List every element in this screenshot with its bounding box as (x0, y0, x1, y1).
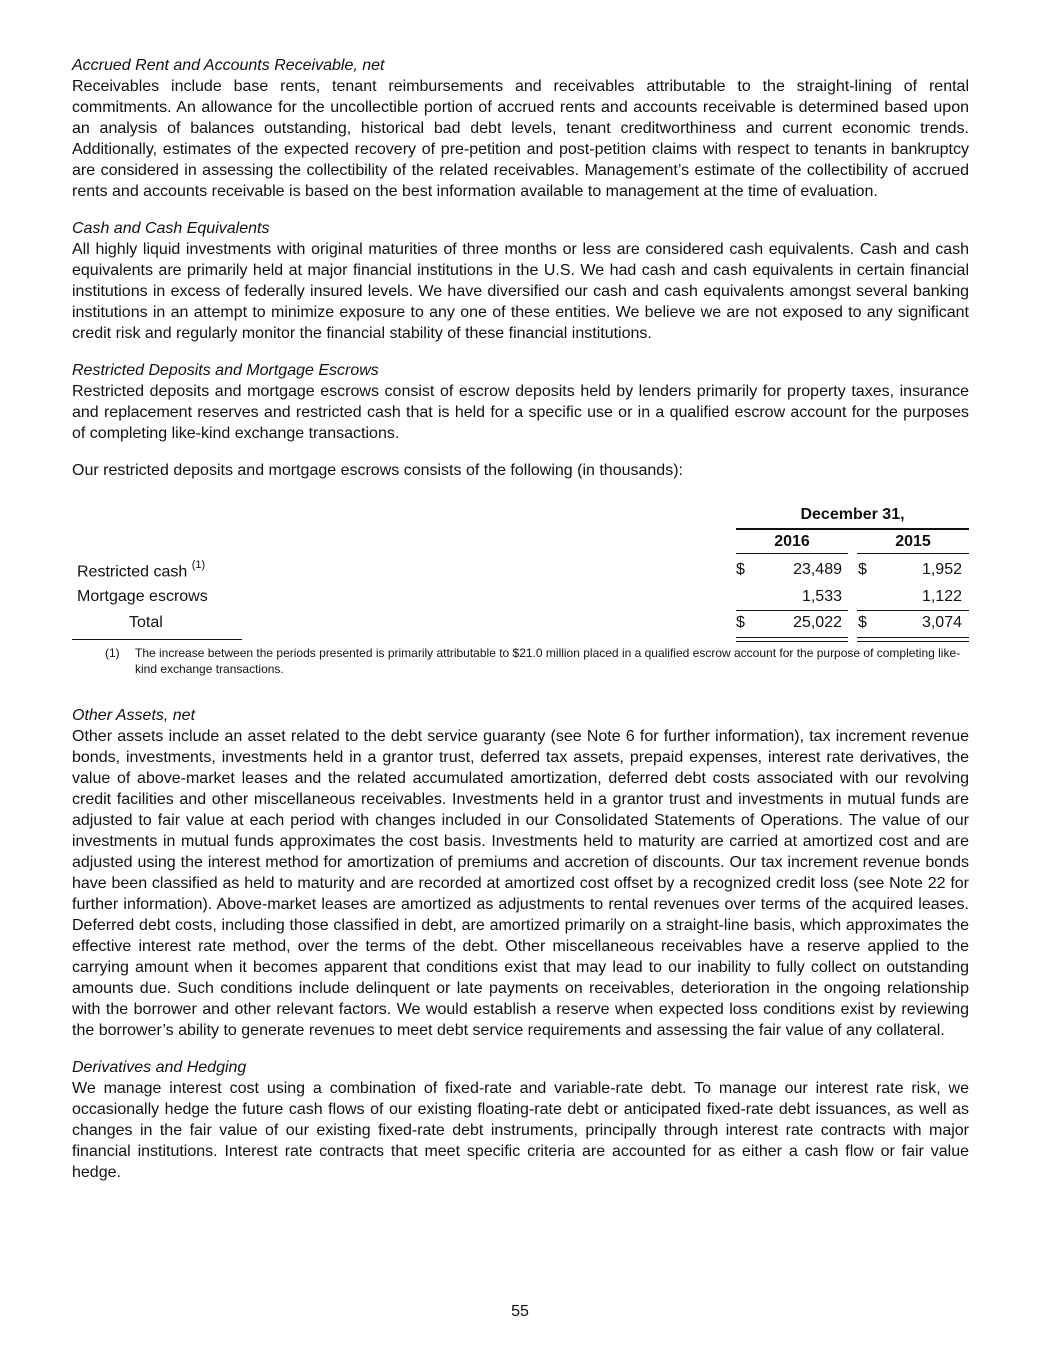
section-accrued-rent (72, 55, 969, 202)
section-paragraph: Restricted deposits and mortgage escrows consist of escrow deposits held by lenders primarily for property taxes, insurance and replacement reserves and restricted cash that is held for a specific use or in a qualified escrow account for the purposes of completing like-kind exchange transactions. (72, 383, 969, 442)
value-2016: 23,489 (793, 561, 842, 578)
page-number: 55 (511, 1303, 529, 1320)
currency-symbol: $ (736, 614, 745, 631)
table-period-header: December 31, (736, 506, 969, 530)
section-other-assets (72, 705, 969, 1041)
restricted-deposits-table (72, 506, 969, 643)
section-heading: Other Assets, net (72, 707, 196, 724)
table-year-header: 2015 (857, 533, 969, 554)
currency-symbol: $ (858, 614, 867, 631)
section-cash-equivalents (72, 218, 969, 344)
section-heading: Derivatives and Hedging (72, 1059, 247, 1076)
section-restricted-deposits (72, 360, 969, 444)
currency-symbol: $ (736, 561, 745, 578)
table-row (72, 588, 969, 610)
section-paragraph: All highly liquid investments with original maturities of three months or less are considered cash equivalents. Cash and cash equivalents are primarily held at major financial institutions in the U.S. We had cash and cash equivalents in certain financial institutions in excess of federally insured levels. We have diversified our cash and cash equivalents amongst several banking institutions in an attempt to minimize exposure to any one of these entities. We believe we are not exposed to any significant credit risk and regularly monitor the financial stability of these financial institutions. (72, 241, 969, 342)
table-row (72, 561, 969, 583)
value-2015: 1,122 (921, 588, 962, 605)
section-heading: Accrued Rent and Accounts Receivable, net (72, 57, 385, 74)
total-double-rule (736, 637, 848, 642)
row-label-text: Restricted cash (77, 563, 188, 581)
section-derivatives (72, 1057, 969, 1183)
value-2016: 1,533 (801, 588, 842, 605)
footnote-mark: (1) (105, 646, 120, 660)
footnote-ref: (1) (191, 559, 206, 571)
section-paragraph: Receivables include base rents, tenant reimbursements and receivables attributable to the straight-lining of rental commitments. An allowance for the uncollectible portion of accrued rents and accounts receivable is determined based upon an analysis of balances outstanding, historical bad debt levels, tenant creditworthiness and current economic trends. Additionally, estimates of the expected recovery of pre-petition and post-petition claims with respect to tenants in bankruptcy are considered in assessing the collectibility of the related receivables. Management’s estimate of the collectibility of accrued rents and accounts receivable is based on the best information available to management at the time of evaluation. (72, 78, 969, 200)
subtotal-rule (857, 610, 969, 611)
subtotal-rule (736, 610, 848, 611)
section-paragraph: Other assets include an asset related to the debt service guaranty (see Note 6 for further information), tax increment revenue bonds, investments, investments held in a grantor trust, deferred tax assets, prepaid expenses, interest rate derivatives, the value of above-market leases and the related accumulated amortization, deferred debt costs associated with our revolving credit facilities and other miscellaneous receivables. Investments held in a grantor trust and investments in mutual funds are adjusted to fair value at each period with changes included in our Consolidated Statements of Operations. The value of our investments in mutual funds approximates the cost basis. Investments held to maturity are carried at amortized cost and are adjusted using the interest method for amortization of premiums and accretion of discounts. Our tax increment revenue bonds have been classified as held to maturity and are recorded at amortized cost offset by a recognized credit loss (see Note 22 for further information). Above-market leases are amortized as adjustments to rental revenues over terms of the acquired leases. Deferred debt costs, including those classified in debt, are amortized primarily on a straight-line basis, which approximates the effective interest rate method, over the terms of the debt. Other miscellaneous receivables have a reserve applied to the carrying amount when it becomes apparent that conditions exist that may lead to our inability to fully collect on outstanding amounts due. Such conditions include delinquent or late payments on receivables, deterioration in the ongoing relationship with the borrower and other relevant factors. We would establish a reserve when expected loss conditions exist by reviewing the borrower’s ability to generate revenues to meet debt service requirements and assessing the fair value of any collateral. (72, 728, 969, 1039)
section-paragraph: We manage interest cost using a combination of fixed-rate and variable-rate debt. To manage our interest rate risk, we occasionally hedge the future cash flows of our existing floating-rate debt or anticipated fixed-rate debt issuances, as well as changes in the fair value of our existing fixed-rate debt instruments, principally through interest rate contracts with major financial institutions. Interest rate contracts that meet specific criteria are accounted for as either a cash flow or fair value hedge. (72, 1080, 969, 1181)
value-2016: 25,022 (793, 614, 842, 631)
table-row-total (72, 614, 969, 636)
row-label: Mortgage escrows (77, 588, 208, 605)
currency-symbol: $ (858, 561, 867, 578)
value-2015: 1,952 (921, 561, 962, 578)
total-double-rule (857, 637, 969, 642)
footnote-text: The increase between the periods presented is primarily attributable to $21.0 million placed in a qualified escrow account for the purpose of completing like-kind exchange transactions. (135, 646, 961, 676)
row-label: Total (129, 614, 163, 631)
table-year-header: 2016 (736, 533, 848, 554)
page-content (72, 55, 969, 1199)
footnote (72, 645, 969, 677)
section-heading: Restricted Deposits and Mortgage Escrows (72, 362, 379, 379)
row-label (77, 561, 205, 581)
section-heading: Cash and Cash Equivalents (72, 220, 270, 237)
value-2015: 3,074 (921, 614, 962, 631)
table-intro: Our restricted deposits and mortgage escrows consists of the following (in thousands): (72, 462, 683, 479)
